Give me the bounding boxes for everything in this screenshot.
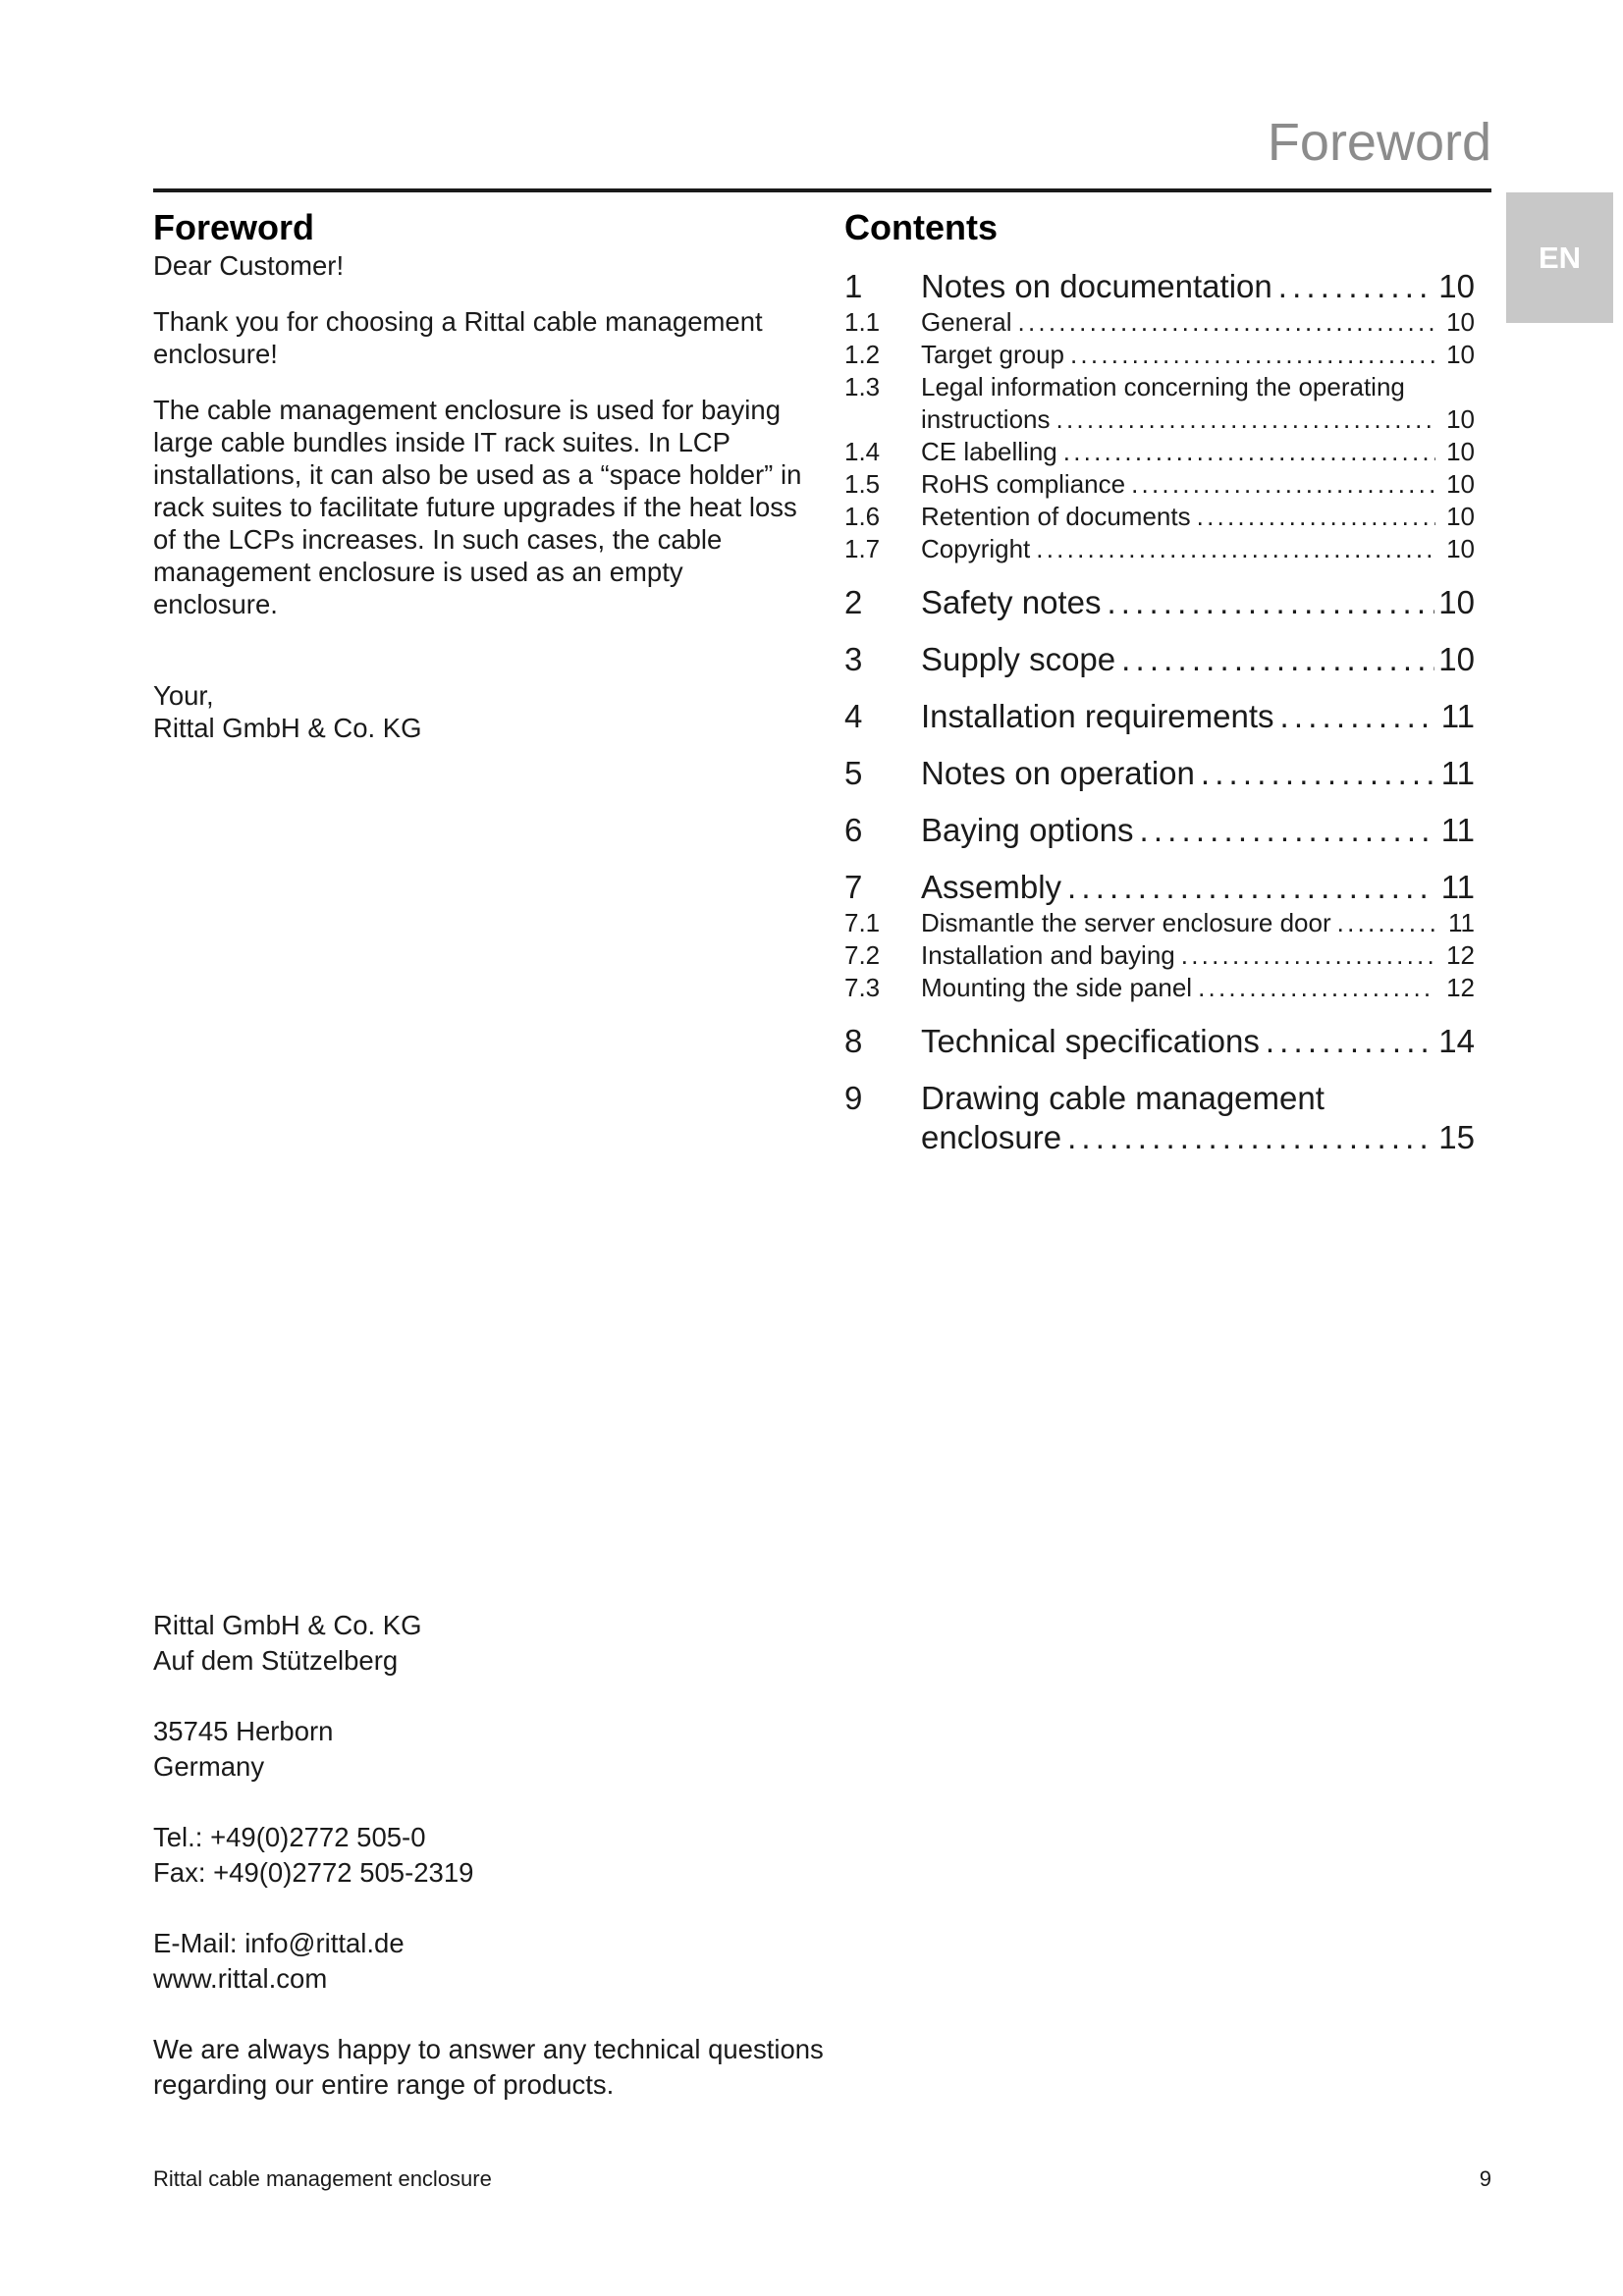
toc-entry-5[interactable]: 5 Notes on operation . . . 11 [844,754,1475,793]
toc-entry-1-5[interactable]: 1.5 RoHS compliance . . . 10 [844,468,1475,501]
toc-entry-8[interactable]: 8 Technical specifications . . . 14 [844,1022,1475,1061]
footer-page-number: 9 [1479,2166,1491,2191]
language-tab: EN [1506,192,1613,323]
toc-entry-1-3[interactable]: 1.3 Legal information concerning the operating instructions . . . 10 [844,371,1475,436]
toc-entry-4[interactable]: 4 Installation requirements . . . 11 [844,697,1475,736]
toc-entry-1[interactable]: 1 Notes on documentation . . . 10 [844,267,1475,306]
toc-entry-3[interactable]: 3 Supply scope . . . 10 [844,640,1475,679]
foreword-section [153,206,811,744]
header-rule [153,188,1491,192]
contents-heading: Contents [844,207,998,247]
toc-entry-1-4[interactable]: 1.4 CE labelling . . . 10 [844,436,1475,468]
address-tel: Tel.: +49(0)2772 505-0 [153,1822,426,1852]
foreword-paragraph-1: Thank you for choosing a Rittal cable management enclosure! [153,306,763,369]
toc-entry-1-2[interactable]: 1.2 Target group . . . 10 [844,339,1475,371]
address-website[interactable]: www.rittal.com [153,1963,328,1994]
toc-entry-7-3[interactable]: 7.3 Mounting the side panel . . . 12 [844,972,1475,1004]
contact-address [153,1608,840,2103]
toc-entry-9[interactable]: 9 Drawing cable management enclosure . . . 15 [844,1079,1475,1157]
toc-entry-1-6[interactable]: 1.6 Retention of documents . . . 10 [844,501,1475,533]
toc-entry-7[interactable]: 7 Assembly . . . 11 [844,868,1475,907]
address-city: 35745 Herborn [153,1716,334,1746]
address-note: We are always happy to answer any technical questions regarding our entire range of products. [153,2034,824,2100]
footer-document-title: Rittal cable management enclosure [153,2166,492,2191]
contents-section [844,206,1475,1157]
toc-entry-6[interactable]: 6 Baying options . . . 11 [844,811,1475,850]
address-street: Auf dem Stützelberg [153,1645,399,1676]
address-fax: Fax: +49(0)2772 505-2319 [153,1857,474,1888]
foreword-signature: Rittal GmbH & Co. KG [153,713,422,743]
toc-entry-7-1[interactable]: 7.1 Dismantle the server enclosure door . . . 11 [844,907,1475,939]
foreword-paragraph-2: The cable management enclosure is used for baying large cable bundles inside IT rack suites. In LCP installations, it can also be used as a “space holder” in rack suites to facilitate future upgrades if the heat loss of the LCPs increases. In such cases, the cable management enclosure is used as an empty enclosure. [153,395,802,619]
foreword-closing: Your, [153,680,214,711]
table-of-contents [844,267,1475,1157]
address-email[interactable]: E-Mail: info@rittal.de [153,1928,405,1958]
foreword-heading: Foreword [153,207,315,247]
address-company: Rittal GmbH & Co. KG [153,1610,422,1640]
toc-entry-7-2[interactable]: 7.2 Installation and baying . . . 12 [844,939,1475,972]
toc-entry-2[interactable]: 2 Safety notes . . . 10 [844,583,1475,622]
foreword-salutation: Dear Customer! [153,250,345,281]
page-header-title: Foreword [1267,113,1491,172]
address-country: Germany [153,1751,265,1782]
toc-entry-1-1[interactable]: 1.1 General . . . 10 [844,306,1475,339]
toc-entry-1-7[interactable]: 1.7 Copyright . . . 10 [844,533,1475,565]
